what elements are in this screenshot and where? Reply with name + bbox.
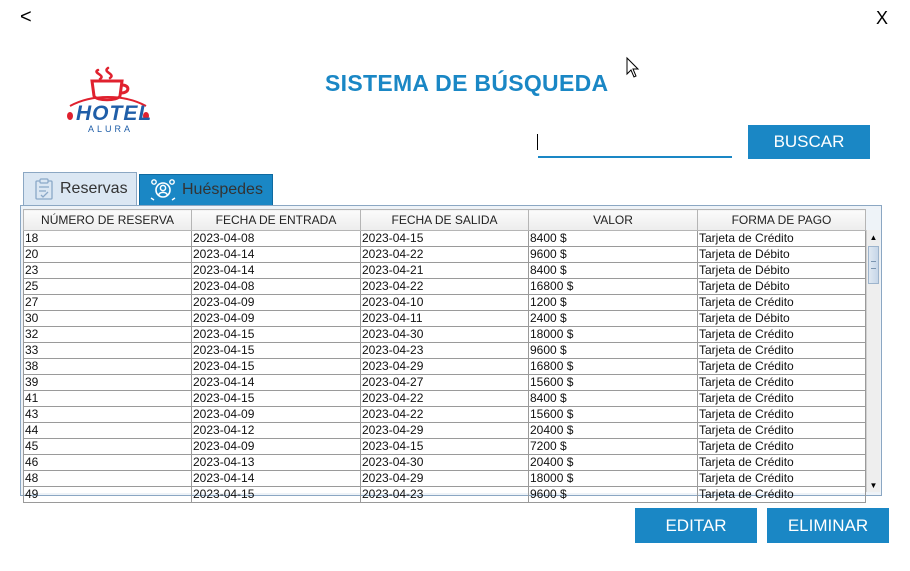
table-cell[interactable]: 49: [24, 487, 192, 503]
table-cell[interactable]: 18: [24, 231, 192, 247]
page-title: SISTEMA DE BÚSQUEDA: [325, 70, 609, 96]
table-cell[interactable]: 18000 $: [529, 327, 698, 343]
table-row[interactable]: [24, 247, 866, 263]
table-cell[interactable]: 2023-04-30: [361, 327, 529, 343]
tab-reservas-label: Reservas: [60, 180, 128, 197]
table-cell[interactable]: 20400 $: [529, 423, 698, 439]
table-cell[interactable]: 20400 $: [529, 455, 698, 471]
close-button[interactable]: X: [876, 8, 889, 28]
table-cell[interactable]: 2023-04-12: [192, 423, 361, 439]
table-cell[interactable]: 9600 $: [529, 343, 698, 359]
table-cell[interactable]: 16800 $: [529, 359, 698, 375]
table-cell[interactable]: Tarjeta de Crédito: [698, 391, 866, 407]
table-cell[interactable]: 2023-04-14: [192, 247, 361, 263]
table-row[interactable]: [24, 391, 866, 407]
table-row[interactable]: [24, 231, 866, 247]
table-cell[interactable]: Tarjeta de Crédito: [698, 375, 866, 391]
table-cell[interactable]: 2023-04-30: [361, 455, 529, 471]
table-row[interactable]: [24, 359, 866, 375]
table-cell[interactable]: 8400 $: [529, 391, 698, 407]
table-cell[interactable]: 32: [24, 327, 192, 343]
table-cell[interactable]: 15600 $: [529, 375, 698, 391]
table-cell[interactable]: 2023-04-15: [192, 327, 361, 343]
table-cell[interactable]: 43: [24, 407, 192, 423]
clipboard-check-icon: [34, 178, 54, 200]
table-cell[interactable]: 2023-04-09: [192, 295, 361, 311]
table-row[interactable]: [24, 327, 866, 343]
column-header[interactable]: FECHA DE SALIDA: [361, 210, 529, 231]
table-cell[interactable]: 2023-04-09: [192, 407, 361, 423]
table-row[interactable]: [24, 423, 866, 439]
table-row[interactable]: [24, 375, 866, 391]
table-body: [24, 231, 866, 503]
delete-button[interactable]: ELIMINAR: [767, 508, 889, 543]
table-cell[interactable]: 41: [24, 391, 192, 407]
table-cell[interactable]: 2023-04-22: [361, 407, 529, 423]
table-row[interactable]: [24, 407, 866, 423]
table-cell[interactable]: Tarjeta de Crédito: [698, 487, 866, 503]
table-cell[interactable]: 27: [24, 295, 192, 311]
table-cell[interactable]: 2023-04-29: [361, 423, 529, 439]
column-header[interactable]: FORMA DE PAGO: [698, 210, 866, 231]
table-cell[interactable]: Tarjeta de Crédito: [698, 327, 866, 343]
table-cell[interactable]: 2023-04-15: [192, 487, 361, 503]
table-cell[interactable]: Tarjeta de Débito: [698, 279, 866, 295]
table-cell[interactable]: Tarjeta de Crédito: [698, 471, 866, 487]
vertical-scrollbar[interactable]: [866, 230, 880, 492]
search-button[interactable]: BUSCAR: [748, 125, 870, 159]
table-cell[interactable]: 7200 $: [529, 439, 698, 455]
table-row[interactable]: [24, 343, 866, 359]
table-cell[interactable]: 2023-04-14: [192, 263, 361, 279]
table-cell[interactable]: 2023-04-14: [192, 471, 361, 487]
table-cell[interactable]: 23: [24, 263, 192, 279]
table-cell[interactable]: Tarjeta de Crédito: [698, 439, 866, 455]
table-cell[interactable]: 2023-04-15: [361, 231, 529, 247]
table-cell[interactable]: Tarjeta de Débito: [698, 247, 866, 263]
table-cell[interactable]: 25: [24, 279, 192, 295]
table-cell[interactable]: 2023-04-15: [192, 359, 361, 375]
guests-icon: [150, 178, 176, 202]
table-cell[interactable]: 30: [24, 311, 192, 327]
table-row[interactable]: [24, 439, 866, 455]
table-cell[interactable]: 2023-04-22: [361, 279, 529, 295]
table-cell[interactable]: Tarjeta de Crédito: [698, 423, 866, 439]
table-cell[interactable]: Tarjeta de Débito: [698, 263, 866, 279]
table-cell[interactable]: 2023-04-10: [361, 295, 529, 311]
table-cell[interactable]: 8400 $: [529, 263, 698, 279]
mouse-cursor-icon: [626, 57, 640, 79]
table-cell[interactable]: 2023-04-15: [192, 391, 361, 407]
table-cell[interactable]: 2023-04-22: [361, 391, 529, 407]
table-cell[interactable]: 18000 $: [529, 471, 698, 487]
table-cell[interactable]: 38: [24, 359, 192, 375]
table-cell[interactable]: 39: [24, 375, 192, 391]
table-cell[interactable]: Tarjeta de Crédito: [698, 407, 866, 423]
table-cell[interactable]: 2023-04-09: [192, 311, 361, 327]
column-header[interactable]: NÚMERO DE RESERVA: [24, 210, 192, 231]
table-header-row: [24, 210, 866, 231]
reservations-table: [23, 209, 866, 503]
table-cell[interactable]: 2023-04-15: [192, 343, 361, 359]
table-cell[interactable]: 16800 $: [529, 279, 698, 295]
table-cell[interactable]: 2023-04-29: [361, 471, 529, 487]
table-cell[interactable]: 46: [24, 455, 192, 471]
logo-text-main: HOTEL: [76, 102, 153, 125]
table-viewport: [23, 209, 865, 501]
logo-text-sub: ALURA: [88, 124, 134, 134]
table-cell[interactable]: 2023-04-14: [192, 375, 361, 391]
table-cell[interactable]: 2023-04-15: [361, 439, 529, 455]
edit-button[interactable]: EDITAR: [635, 508, 757, 543]
table-cell[interactable]: 2023-04-09: [192, 439, 361, 455]
table-cell[interactable]: 2023-04-08: [192, 231, 361, 247]
table-row[interactable]: [24, 471, 866, 487]
table-cell[interactable]: 15600 $: [529, 407, 698, 423]
table-cell[interactable]: 45: [24, 439, 192, 455]
column-header[interactable]: VALOR: [529, 210, 698, 231]
scroll-down-arrow-icon[interactable]: ▼: [869, 480, 878, 490]
table-cell[interactable]: 2023-04-29: [361, 359, 529, 375]
table-cell[interactable]: 2023-04-08: [192, 279, 361, 295]
table-cell[interactable]: 2023-04-13: [192, 455, 361, 471]
table-row[interactable]: [24, 295, 866, 311]
table-cell[interactable]: Tarjeta de Crédito: [698, 231, 866, 247]
reservations-table-panel: [20, 205, 882, 501]
tab-huespedes-label: Huéspedes: [182, 181, 263, 198]
table-cell[interactable]: 2023-04-11: [361, 311, 529, 327]
table-cell[interactable]: 2400 $: [529, 311, 698, 327]
table-cell[interactable]: 9600 $: [529, 487, 698, 503]
scroll-up-arrow-icon[interactable]: ▲: [869, 232, 878, 242]
table-cell[interactable]: Tarjeta de Débito: [698, 311, 866, 327]
table-cell[interactable]: Tarjeta de Crédito: [698, 295, 866, 311]
tab-huespedes[interactable]: [139, 174, 273, 205]
table-row[interactable]: [24, 311, 866, 327]
table-cell[interactable]: 44: [24, 423, 192, 439]
table-row[interactable]: [24, 487, 866, 503]
tab-reservas[interactable]: [23, 172, 137, 205]
column-header[interactable]: FECHA DE ENTRADA: [192, 210, 361, 231]
table-cell[interactable]: 33: [24, 343, 192, 359]
table-cell[interactable]: 2023-04-21: [361, 263, 529, 279]
table-cell[interactable]: Tarjeta de Crédito: [698, 343, 866, 359]
back-button[interactable]: <: [20, 6, 32, 28]
table-cell[interactable]: 2023-04-23: [361, 487, 529, 503]
table-cell[interactable]: Tarjeta de Crédito: [698, 455, 866, 471]
table-cell[interactable]: Tarjeta de Crédito: [698, 359, 866, 375]
table-cell[interactable]: 2023-04-23: [361, 343, 529, 359]
scrollbar-thumb[interactable]: [868, 246, 879, 284]
table-row[interactable]: [24, 455, 866, 471]
text-caret: [537, 134, 538, 150]
table-row[interactable]: [24, 279, 866, 295]
table-cell[interactable]: 1200 $: [529, 295, 698, 311]
table-cell[interactable]: 2023-04-22: [361, 247, 529, 263]
table-cell[interactable]: 20: [24, 247, 192, 263]
table-cell[interactable]: 9600 $: [529, 247, 698, 263]
table-row[interactable]: [24, 263, 866, 279]
table-cell[interactable]: 2023-04-27: [361, 375, 529, 391]
search-input[interactable]: [538, 128, 732, 158]
hotel-alura-logo: [62, 64, 154, 144]
table-cell[interactable]: 8400 $: [529, 231, 698, 247]
table-cell[interactable]: 48: [24, 471, 192, 487]
